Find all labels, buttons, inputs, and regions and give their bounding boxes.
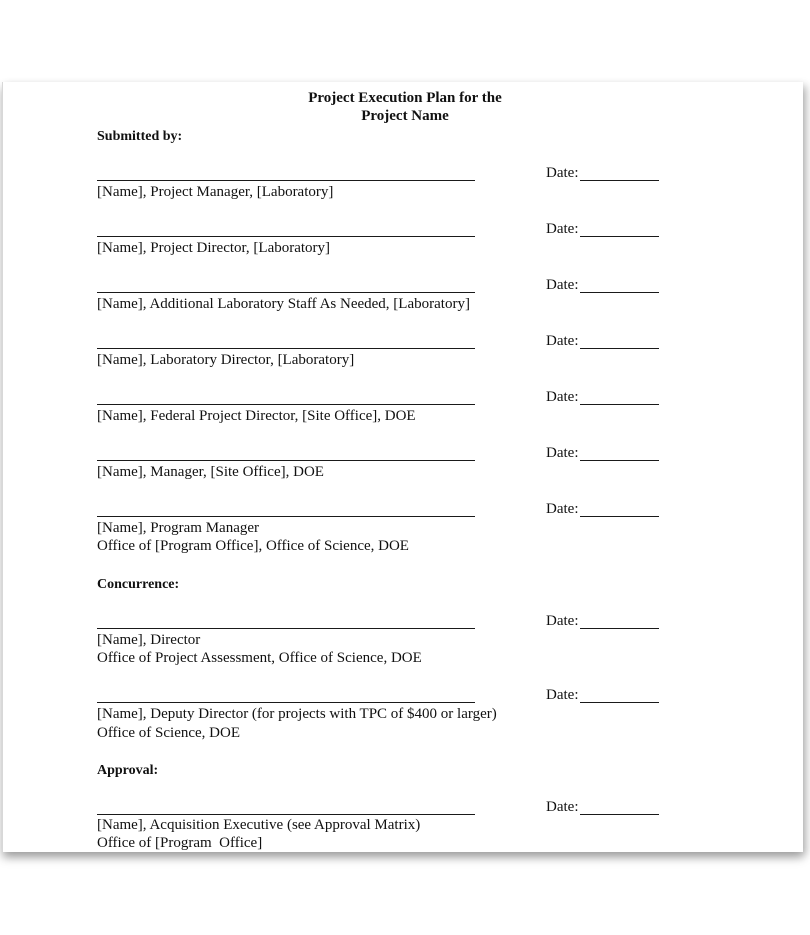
date-line xyxy=(580,180,659,181)
signature-line xyxy=(97,236,475,237)
signatory-office: Office of [Program Office], Office of Science, DOE xyxy=(97,538,409,554)
signatory-office: Office of Project Assessment, Office of Science, DOE xyxy=(97,650,422,666)
submitted-by-heading: Submitted by: xyxy=(97,129,183,144)
signatory-name-title: [Name], Federal Project Director, [Site Office], DOE xyxy=(97,408,416,424)
date-line xyxy=(580,628,659,629)
date-line xyxy=(580,292,659,293)
date-label: Date: xyxy=(546,333,579,349)
signatory-name-title: [Name], Manager, [Site Office], DOE xyxy=(97,464,324,480)
signatory-name-title: [Name], Laboratory Director, [Laboratory] xyxy=(97,352,355,368)
date-label: Date: xyxy=(546,221,579,237)
signature-line xyxy=(97,404,475,405)
date-label: Date: xyxy=(546,389,579,405)
signatory-name-title: [Name], Additional Laboratory Staff As Needed, [Laboratory] xyxy=(97,296,470,312)
signatory-office: Office of Science, DOE xyxy=(97,725,240,741)
signature-line xyxy=(97,292,475,293)
signatory-name-title: [Name], Acquisition Executive (see Approval Matrix) xyxy=(97,817,421,833)
signatory-name-title: [Name], Program Manager xyxy=(97,520,260,536)
date-line xyxy=(580,814,659,815)
date-label: Date: xyxy=(546,165,579,181)
date-label: Date: xyxy=(546,445,579,461)
signature-line xyxy=(97,460,475,461)
date-line xyxy=(580,348,659,349)
date-label: Date: xyxy=(546,799,579,815)
signature-line xyxy=(97,702,475,703)
date-line xyxy=(580,516,659,517)
signature-line xyxy=(97,180,475,181)
date-label: Date: xyxy=(546,613,579,629)
signatory-name-title: [Name], Deputy Director (for projects with TPC of $400 or larger) xyxy=(97,706,497,722)
date-label: Date: xyxy=(546,687,579,703)
concurrence-heading: Concurrence: xyxy=(97,577,180,592)
date-line xyxy=(580,404,659,405)
date-label: Date: xyxy=(546,501,579,517)
date-line xyxy=(580,702,659,703)
date-line xyxy=(580,236,659,237)
document-title-line-1: Project Execution Plan for the xyxy=(308,90,502,106)
date-label: Date: xyxy=(546,277,579,293)
signatory-name-title: [Name], Director xyxy=(97,632,201,648)
document-title-line-2: Project Name xyxy=(361,108,449,124)
signature-line xyxy=(97,516,475,517)
signature-line xyxy=(97,814,475,815)
approval-heading: Approval: xyxy=(97,763,159,778)
signature-line xyxy=(97,628,475,629)
date-line xyxy=(580,460,659,461)
signatory-name-title: [Name], Project Manager, [Laboratory] xyxy=(97,184,334,200)
signatory-name-title: [Name], Project Director, [Laboratory] xyxy=(97,240,331,256)
signature-line xyxy=(97,348,475,349)
signatory-office: Office of [Program Office] xyxy=(97,835,263,851)
